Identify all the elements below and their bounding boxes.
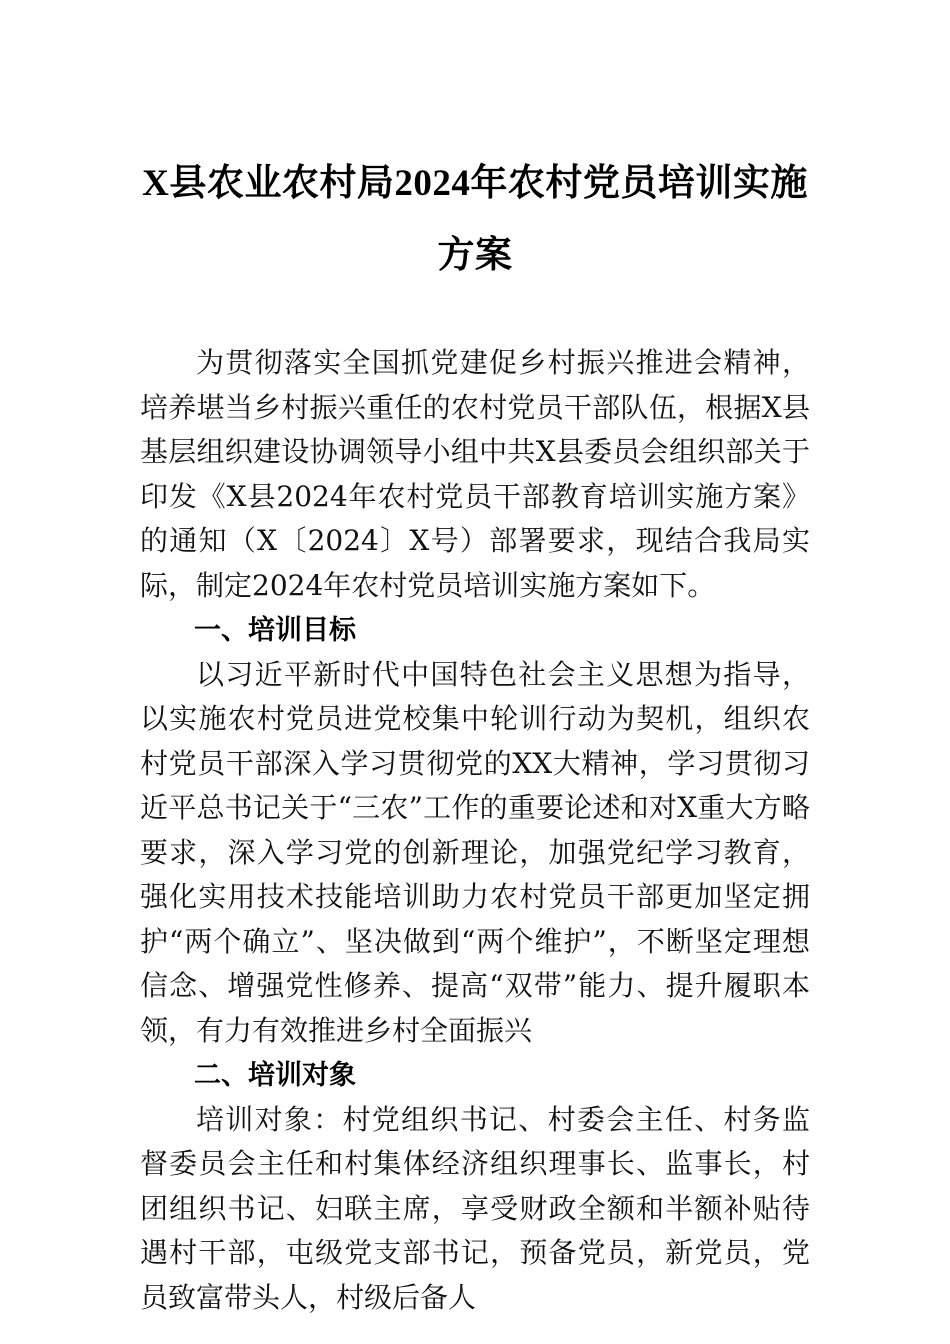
title-line-1: X县农业农村局2024年农村党员培训实施	[142, 163, 808, 204]
section-heading-training-target: 二、培训对象	[194, 1060, 356, 1090]
training-target-paragraph: 培训对象：村党组织书记、村委会主任、村务监督委员会主任和村集体经济组织理事长、监事长，村团组织书记、妇联主席，享受财政全额和半额补贴待遇村干部，屯级党支部书记，预备党员，新党员，党员致富带头人，村级后备人	[140, 1102, 810, 1314]
training-goal-paragraph: 以习近平新时代中国特色社会主义思想为指导，以实施农村党员进党校集中轮训行动为契机，组织农村党员干部深入学习贯彻党的XX大精神，学习贯彻习近平总书记关于“三农”工作的重要论述和对X重大方略要求，深入学习党的创新理论，加强党纪学习教育，强化实用技术技能培训助力农村党员干部更加坚定拥护“两个确立”、坚决做到“两个维护”，不断坚定理想信念、增强党性修养、提高“双带”能力、提升履职本领，有力有效推进乡村全面振兴	[140, 657, 810, 1047]
title-line-2: 方案	[437, 235, 513, 276]
page-title	[140, 0, 810, 292]
section-heading-training-goal: 一、培训目标	[194, 615, 356, 645]
intro-paragraph: 为贯彻落实全国抓党建促乡村振兴推进会精神，培养堪当乡村振兴重任的农村党员干部队伍，根据X县基层组织建设协调领导小组中共X县委员会组织部关于印发《X县2024年农村党员干部教育培训实施方案》的通知（X〔2024〕X号）部署要求，现结合我局实际，制定2024年农村党员培训实施方案如下。	[140, 346, 810, 602]
